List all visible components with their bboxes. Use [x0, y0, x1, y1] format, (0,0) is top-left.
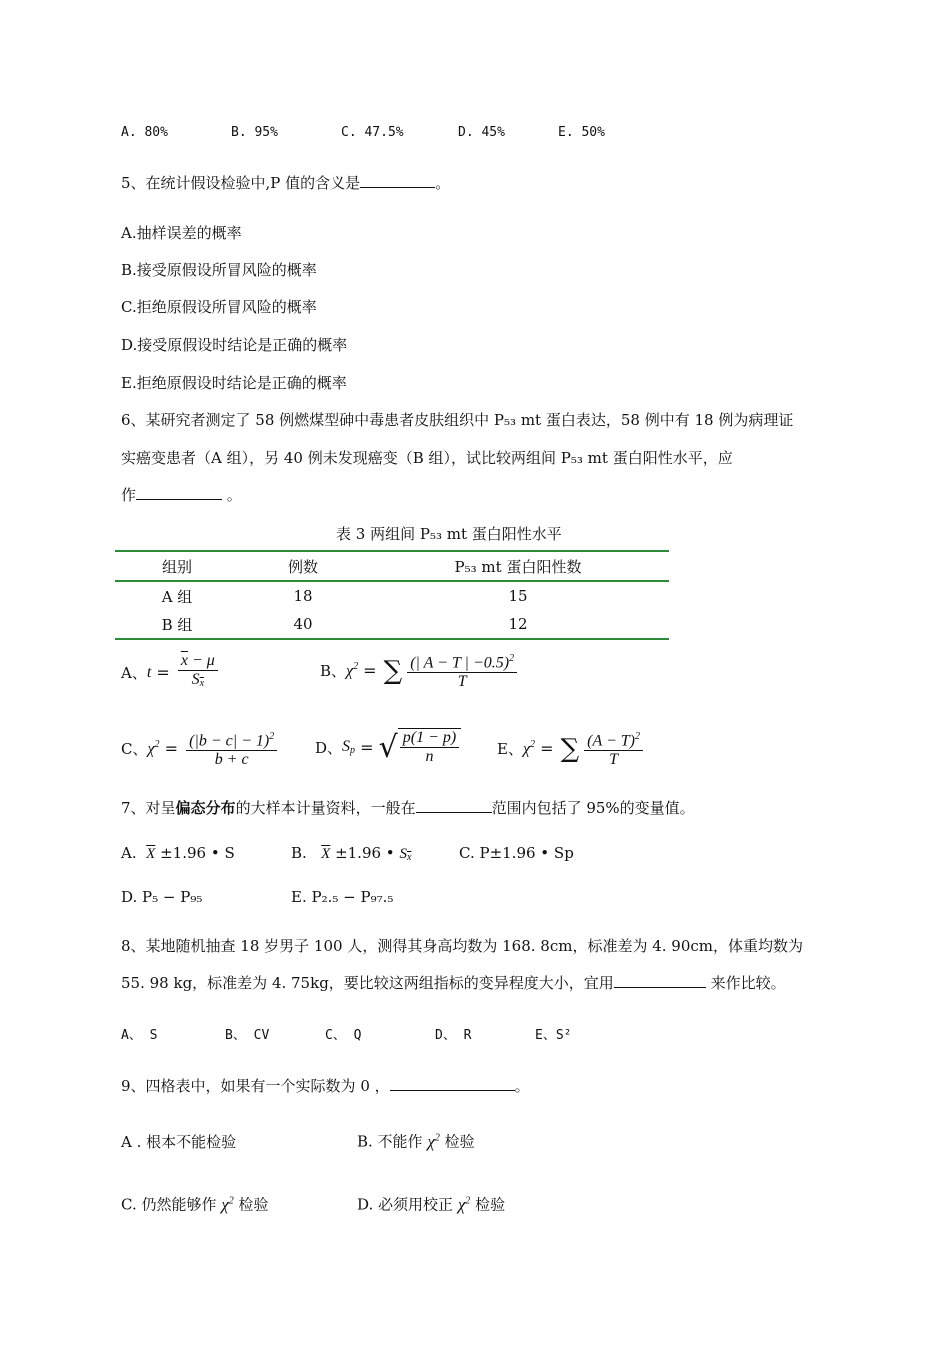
- q5-blank: [360, 173, 435, 188]
- q7-options-row1: [121, 843, 574, 868]
- q8-blank: [614, 973, 706, 988]
- table-header: 组别: [161, 557, 192, 576]
- q6-option-d: D、 $S_p$ = √ $\frac{p(1 - p)}{n}$: [315, 728, 461, 766]
- table-cell: 15: [508, 587, 528, 605]
- q6-line1: 6、某研究者测定了 58 例燃煤型砷中毒患者皮肤组织中 P₅₃ mt 蛋白表达，58 例中有 18 例为病理证: [121, 411, 794, 429]
- q5-option-c: C.拒绝原假设所冒风险的概率: [121, 298, 317, 316]
- q9-option-b: B. 不能作 $\chi^2$ 检验: [357, 1131, 475, 1151]
- q4-option-d: D. 45%: [458, 125, 505, 140]
- table-cell: A 组: [161, 587, 193, 606]
- q8-option-b: B、 CV: [225, 1028, 270, 1043]
- q9-options-row1: [121, 1128, 475, 1152]
- table-header-row: [115, 551, 669, 581]
- q5-option-a: A.抽样误差的概率: [121, 224, 242, 242]
- q8-line1: 8、某地随机抽查 18 岁男子 100 人，测得其身高均数为 168. 8cm，标准差为 4. 90cm，体重均数为: [121, 937, 803, 955]
- table-cell: 12: [508, 615, 528, 633]
- q6-blank: [136, 485, 222, 500]
- q4-option-c: C. 47.5%: [341, 125, 404, 140]
- q6-line3: 作 。: [121, 486, 242, 504]
- q9-option-c: C. 仍然能够作 $\chi^2$ 检验: [121, 1194, 269, 1214]
- q4-option-a: A. 80%: [121, 125, 168, 140]
- q7-option-e: E. P₂.₅ − P₉₇.₅: [291, 888, 394, 906]
- q7-option-d: D. P₅ − P₉₅: [121, 888, 203, 906]
- q5-option-e: E.拒绝原假设时结论是正确的概率: [121, 374, 347, 392]
- q7-stem: 7、对呈偏态分布的大样本计量资料，一般在 范围内包括了 95%的变量值。: [121, 799, 695, 817]
- table-cell: 40: [293, 615, 313, 633]
- q6-line2: 实癌变患者（A 组），另 40 例未发现癌变（B 组），试比较两组间 P₅₃ mt 蛋白阳性水平，应: [121, 449, 733, 467]
- q6-option-b: B、 $\chi^2$ = ∑ $\frac{(| A - T | -0.5)^2}{T}$: [320, 650, 520, 691]
- table-row: [115, 581, 669, 610]
- q7-option-a: A. $\overline{X} \pm 1.96$ • S: [121, 844, 235, 862]
- q6-option-c: C、 $\chi^2$ = $\frac{(|b - c| - 1)^2}{b + c}$: [121, 728, 280, 769]
- q7-option-b: B. $\overline{X} \pm 1.96$ • $S_{\overline{x}}$: [291, 844, 412, 863]
- table-title: 表 3 两组间 P₅₃ mt 蛋白阳性水平: [336, 525, 562, 543]
- q7-options-row2: [121, 887, 393, 907]
- data-table: [115, 550, 669, 640]
- q8-line2: 55. 98 kg，标准差为 4. 75kg，要比较这两组指标的变异程度大小，宜用 来作比较。: [121, 974, 786, 992]
- q7-option-c: C. P±1.96 • Sp: [459, 844, 574, 862]
- q5-stem: 5、在统计假设检验中,P 值的含义是 。: [121, 174, 451, 192]
- q7-blank: [416, 798, 492, 813]
- q5-option-d: D.接受原假设时结论是正确的概率: [121, 336, 348, 354]
- q4-option-e: E. 50%: [558, 125, 605, 140]
- q9-stem: 9、四格表中，如果有一个实际数为 0 ， 。: [121, 1077, 530, 1095]
- q9-option-a: A . 根本不能检验: [121, 1132, 237, 1151]
- q9-blank: [390, 1076, 515, 1091]
- q8-option-d: D、 R: [435, 1028, 472, 1043]
- table-cell: B 组: [161, 615, 193, 634]
- q4-options: [121, 123, 605, 143]
- q8-options: [121, 1026, 571, 1046]
- table-cell: 18: [293, 587, 313, 605]
- table-header: P₅₃ mt 蛋白阳性数: [454, 557, 582, 576]
- q6-option-e: E、 $\chi^2$ = ∑ $\frac{(A - T)^2}{T}$: [497, 728, 646, 769]
- table-header: 例数: [287, 557, 318, 576]
- table-row: [115, 610, 669, 639]
- q8-option-e: E、S²: [535, 1028, 572, 1043]
- q4-option-b: B. 95%: [231, 125, 278, 140]
- q6-option-a: A、 t = $\frac{\overline{x} - \mu}{S_{\overline{x}}}$: [121, 652, 221, 693]
- q8-option-a: A、 S: [121, 1028, 158, 1043]
- q5-option-b: B.接受原假设所冒风险的概率: [121, 261, 317, 279]
- q9-options-row2: [121, 1191, 505, 1215]
- q9-option-d: D. 必须用校正 $\chi^2$ 检验: [357, 1194, 506, 1214]
- q8-option-c: C、 Q: [325, 1028, 362, 1043]
